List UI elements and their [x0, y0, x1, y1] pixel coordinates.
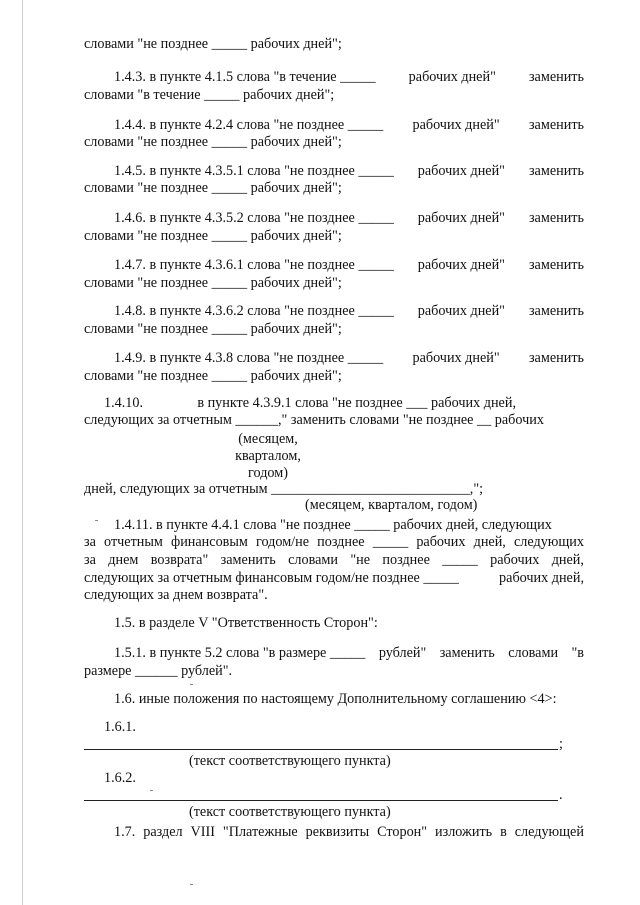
text-segment: заменить [528, 69, 584, 85]
blank-fill-line [84, 749, 558, 750]
caption-period: годом) [248, 465, 288, 481]
clause-1-4-10 [104, 395, 516, 411]
text-segment: заменить [528, 117, 584, 133]
text-segment: _____ [442, 552, 478, 568]
text-segment: VIII [190, 824, 215, 840]
text-segment: рабочих [416, 534, 466, 550]
text-segment: 1.4.5. в пункте 4.3.5.1 слова "не позднее _____ [114, 163, 394, 179]
text-line: словами "не позднее _____ рабочих дней"; [84, 228, 342, 244]
text-line: дней, следующих за отчетным ____________________________,"; [84, 481, 484, 497]
scan-speck [150, 790, 153, 791]
text-line: словами "не позднее _____ рабочих дней"; [84, 368, 342, 384]
text-line [84, 534, 584, 550]
text-line: словами "не позднее _____ рабочих дней"; [84, 134, 342, 150]
text-segment: "Платежные [222, 824, 298, 840]
text-segment: заменить [439, 645, 495, 661]
text-segment: рабочих дней, [499, 570, 584, 586]
text-segment: рабочих дней" [412, 350, 500, 366]
text-segment: в [500, 824, 507, 840]
text-segment: дней, [551, 552, 584, 568]
text-line [84, 570, 584, 586]
text-line: размере ______ рублей". [84, 663, 233, 679]
text-segment: следующей [514, 824, 584, 840]
text-segment: дней, [473, 534, 506, 550]
scan-speck [190, 884, 193, 885]
text-segment: отчетным [104, 534, 163, 550]
text-segment: заменить [528, 210, 584, 226]
clause-1-4-7 [114, 257, 584, 273]
text-segment: заменить [528, 303, 584, 319]
text-segment: "в [571, 645, 584, 661]
text-segment: днем [108, 552, 139, 568]
text-segment: заменить [528, 350, 584, 366]
text-segment: заменить [528, 257, 584, 273]
text-segment: годом/не [256, 534, 310, 550]
clause-1-6: 1.6. иные положения по настоящему Дополнительному соглашению <4>: [114, 691, 557, 707]
text-segment: 1.4.8. в пункте 4.3.6.2 слова "не позднее _____ [114, 303, 394, 319]
text-line: ; [559, 736, 563, 752]
text-line: словами "не позднее _____ рабочих дней"; [84, 36, 342, 52]
text-segment: Сторон" [377, 824, 428, 840]
text-segment: следующих за отчетным финансовым годом/не позднее _____ [84, 570, 459, 586]
text-segment: 1.4.10. [104, 395, 144, 411]
text-segment: заменить [220, 552, 276, 568]
clause-1-4-6 [114, 210, 584, 226]
text-segment: 1.4.3. в пункте 4.1.5 слова "в течение _____ [114, 69, 376, 85]
text-segment: "не [350, 552, 371, 568]
clause-1-4-5 [114, 163, 584, 179]
clause-1-6-1: 1.6.1. [104, 719, 136, 735]
text-segment: _____ [372, 534, 409, 550]
clause-1-6-2: 1.6.2. [104, 770, 136, 786]
text-segment: рабочих дней" [417, 303, 505, 319]
text-line: . [559, 787, 563, 803]
text-segment: рабочих дней" [417, 210, 505, 226]
caption-text: (текст соответствующего пункта) [189, 804, 391, 820]
text-segment: словами [508, 645, 559, 661]
text-segment: рабочих дней" [412, 117, 500, 133]
text-segment: 1.4.9. в пункте 4.3.8 слова "не позднее _____ [114, 350, 384, 366]
clause-1-4-4 [114, 117, 584, 133]
text-segment: 1.4.6. в пункте 4.3.5.2 слова "не позднее _____ [114, 210, 394, 226]
blank-fill-line [84, 800, 558, 801]
text-segment: 1.4.4. в пункте 4.2.4 слова "не позднее _____ [114, 117, 384, 133]
text-line: словами "в течение _____ рабочих дней"; [84, 87, 335, 103]
text-segment: 1.5.1. в пункте 5.2 слова "в размере _____ [114, 645, 366, 661]
text-segment: за [84, 552, 96, 568]
clause-1-4-3 [114, 69, 584, 85]
text-segment: словами [288, 552, 338, 568]
clause-1-5-1 [114, 645, 584, 661]
text-segment: следующих [513, 534, 584, 550]
text-segment: рабочих дней" [417, 257, 505, 273]
clause-1-5: 1.5. в разделе V "Ответственность Сторон": [114, 615, 378, 631]
text-line: словами "не позднее _____ рабочих дней"; [84, 321, 342, 337]
text-segment: заменить [528, 163, 584, 179]
text-line: словами "не позднее _____ рабочих дней"; [84, 275, 342, 291]
text-segment: 1.7. [114, 824, 136, 840]
text-segment: позднее [317, 534, 365, 550]
text-segment: финансовым [171, 534, 248, 550]
text-segment: позднее [382, 552, 430, 568]
text-line: словами "не позднее _____ рабочих дней"; [84, 180, 342, 196]
caption-period: (месяцем, кварталом, годом) [305, 497, 478, 513]
text-line: следующих за отчетным ______," заменить словами "не позднее __ рабочих [84, 412, 544, 428]
text-segment: раздел [143, 824, 183, 840]
text-segment: за [84, 534, 96, 550]
scan-speck [95, 520, 98, 521]
text-segment: рабочих дней" [408, 69, 496, 85]
text-segment: возврата" [150, 552, 209, 568]
text-segment: 1.4.7. в пункте 4.3.6.1 слова "не позднее _____ [114, 257, 394, 273]
text-segment: рабочих [490, 552, 540, 568]
text-line: следующих за днем возврата". [84, 587, 268, 603]
caption-period: кварталом, [235, 448, 301, 464]
text-segment: реквизиты [305, 824, 370, 840]
scan-edge-line [22, 0, 23, 905]
text-segment: в пункте 4.3.9.1 слова "не позднее ___ рабочих дней, [197, 395, 516, 411]
caption-period: (месяцем, [238, 431, 298, 447]
text-segment: рублей" [378, 645, 427, 661]
caption-text: (текст соответствующего пункта) [189, 753, 391, 769]
clause-1-4-9 [114, 350, 584, 366]
text-segment: изложить [435, 824, 493, 840]
clause-1-4-11: 1.4.11. в пункте 4.4.1 слова "не позднее _____ рабочих дней, следующих [114, 517, 552, 533]
clause-1-7 [114, 824, 584, 840]
scan-speck [190, 684, 193, 685]
text-line [84, 552, 584, 568]
clause-1-4-8 [114, 303, 584, 319]
text-segment: рабочих дней" [417, 163, 505, 179]
